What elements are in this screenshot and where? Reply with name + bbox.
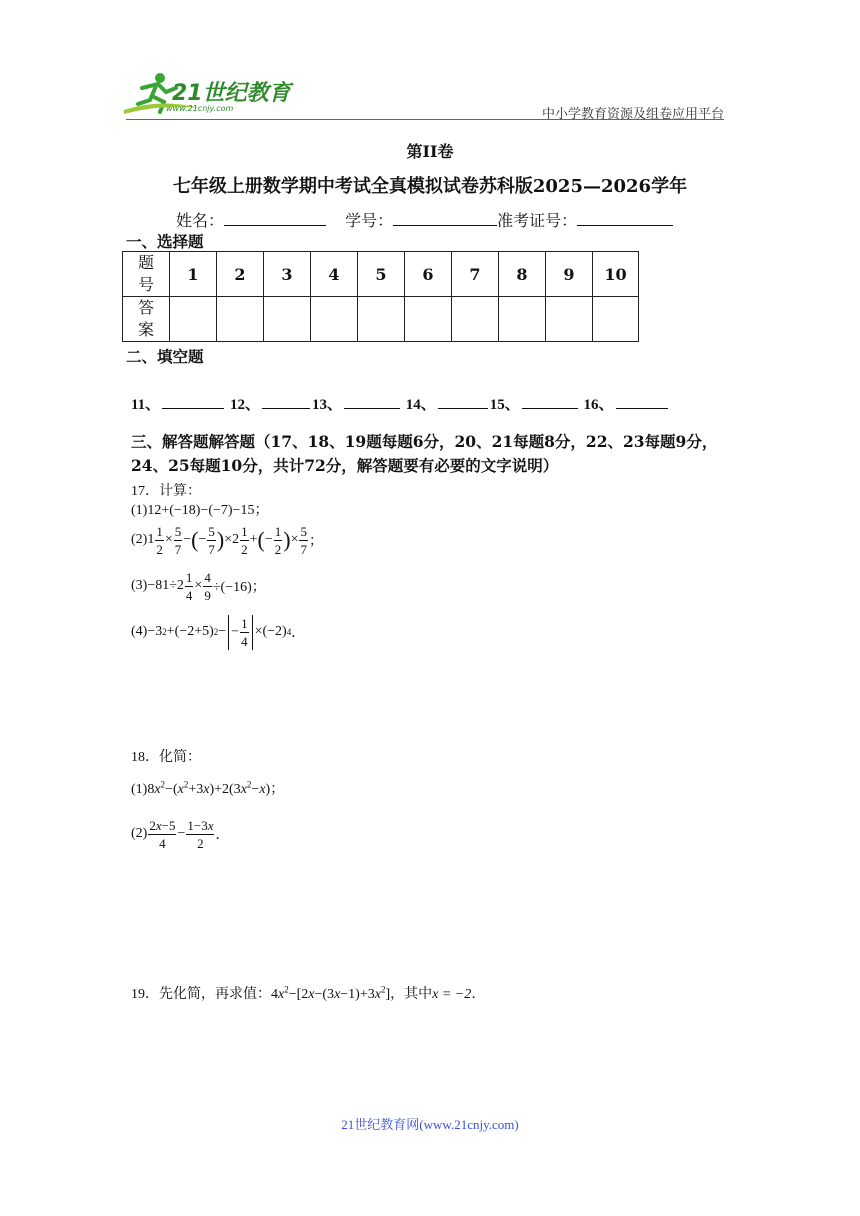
ticket-label: 准考证号： xyxy=(497,211,578,230)
answer-cell[interactable] xyxy=(593,297,639,342)
blank-label: 12、 xyxy=(229,397,260,413)
q18-part1: $(1)8x^2-(x^2+3x)+2(3x^2-x)$； xyxy=(131,779,285,797)
answer-cell[interactable] xyxy=(499,297,546,342)
table-row xyxy=(123,297,639,342)
answer-cell[interactable] xyxy=(452,297,499,342)
answer-cell[interactable] xyxy=(217,297,264,342)
table-cell: 2 xyxy=(217,252,264,297)
blank-field[interactable] xyxy=(262,396,310,409)
blank-field[interactable] xyxy=(616,396,668,409)
blank-field[interactable] xyxy=(344,396,400,409)
table-cell: 3 xyxy=(264,252,311,297)
table-cell: 9 xyxy=(546,252,593,297)
q19: 19．先化简，再求值：$4x^2-[2x-(3x-1)+3x^2]$，其中x = −2． xyxy=(131,984,486,1002)
id-field[interactable] xyxy=(393,211,497,226)
name-field[interactable] xyxy=(224,211,326,226)
q17-part1: (1)12+(−18)−(−7)−15； xyxy=(131,503,269,518)
q17-part2: (2) 1 $\frac{1}{2}$ × $\frac{5}{7}$ − ( − $\frac{5}{7}$ ) ×2 $\frac{1}{2}$ + ( − $\frac{1}{2}$ ) × $\frac{5}{7}$ ； xyxy=(131,523,323,557)
logo-text: 21世纪教育 xyxy=(172,81,291,106)
platform-label: 中小学教育资源及组卷应用平台 xyxy=(541,107,724,122)
blank-label: 11、 xyxy=(131,397,161,413)
table-cell: 4 xyxy=(311,252,358,297)
blank-field[interactable] xyxy=(438,396,488,409)
q17-part3: (3) −81÷2 $\frac{1}{4}$ × $\frac{4}{9}$ ÷(−16)； xyxy=(131,569,266,603)
answer-cell[interactable] xyxy=(546,297,593,342)
blank-field[interactable] xyxy=(162,396,224,409)
student-info xyxy=(176,208,673,231)
q17-part4: (4) −3 2 +(−2+5) 2 − − $\frac{1}{4}$ ×(−2) 4 ． xyxy=(131,615,306,649)
table-cell: 10 xyxy=(593,252,639,297)
blank-label: 15、 xyxy=(489,397,520,413)
page-footer: 21世纪教育网(www.21cnjy.com) xyxy=(341,1117,519,1132)
blank-field[interactable] xyxy=(522,396,578,409)
q17-label: 17．计算： xyxy=(131,484,201,499)
exam-title: 七年级上册数学期中考试全真模拟试卷苏科版2025—2026学年 xyxy=(172,176,688,197)
answer-cell[interactable] xyxy=(311,297,358,342)
answer-cell[interactable] xyxy=(358,297,405,342)
q18-label: 18．化简： xyxy=(131,750,201,765)
table-row xyxy=(123,252,639,297)
row-header-number: 题 号 xyxy=(123,252,170,297)
volume-label: 第II卷 xyxy=(406,142,454,161)
table-cell: 8 xyxy=(499,252,546,297)
table-cell: 7 xyxy=(452,252,499,297)
id-label: 学号： xyxy=(345,211,394,230)
answer-cell[interactable] xyxy=(264,297,311,342)
blank-label: 13、 xyxy=(311,397,342,413)
fill-blanks xyxy=(131,393,670,414)
table-cell: 6 xyxy=(405,252,452,297)
name-label: 姓名： xyxy=(176,211,225,230)
section-fill: 二、填空题 xyxy=(126,347,204,366)
site-logo xyxy=(120,68,290,120)
blank-label: 14、 xyxy=(405,397,436,413)
section-choice: 一、选择题 xyxy=(126,232,204,251)
section-solve: 三、解答题解答题（17、18、19题每题6分，20、21每题8分，22、23每题9分，24、25每题10分，共计72分，解答题要有必要的文字说明） xyxy=(131,432,718,475)
table-cell: 5 xyxy=(358,252,405,297)
row-header-answer: 答 案 xyxy=(123,297,170,342)
header-divider xyxy=(126,119,724,120)
answer-table xyxy=(122,251,639,342)
q18-part2: (2) $\frac{2x-5}{4}$ − $\frac{1-3x}{2}$ ． xyxy=(131,817,230,851)
ticket-field[interactable] xyxy=(577,211,673,226)
answer-cell[interactable] xyxy=(405,297,452,342)
logo-url: www.21cnjy.com xyxy=(166,104,234,113)
table-cell: 1 xyxy=(170,252,217,297)
blank-label: 16、 xyxy=(583,397,614,413)
answer-cell[interactable] xyxy=(170,297,217,342)
